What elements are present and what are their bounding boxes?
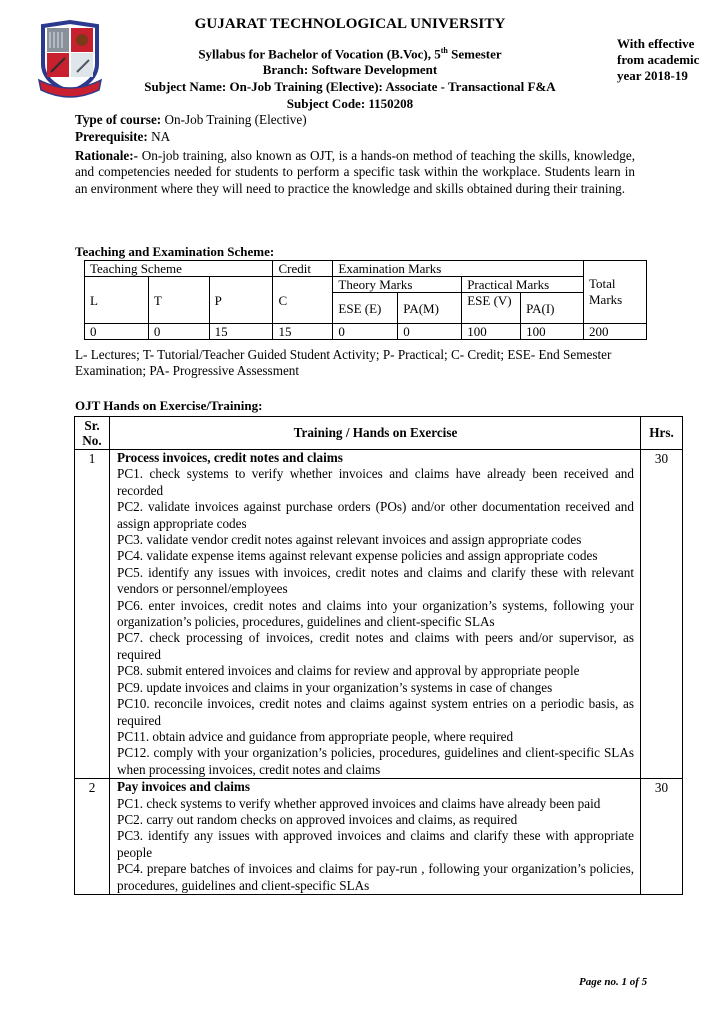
- performance-criterion: PC3. identify any issues with approved invoices and claims and clarify these with appropriate people: [117, 828, 634, 860]
- header-teaching-scheme: Teaching Scheme: [85, 261, 273, 277]
- ojt-title: OJT Hands on Exercise/Training:: [75, 398, 263, 413]
- performance-criterion: PC2. carry out random checks on approved invoices and claims, as required: [117, 811, 518, 827]
- performance-criterion: PC3. validate vendor credit notes against relevant invoices and assign appropriate codes: [117, 532, 582, 548]
- value-ese-e: 0: [333, 324, 398, 340]
- effective-note: [617, 36, 699, 84]
- header-ese-e: ESE (E): [333, 293, 398, 324]
- ojt-table: [74, 416, 683, 895]
- sr-no: 1: [75, 450, 110, 779]
- performance-criterion: PC10. reconcile invoices, credit notes and claims against system entries on a periodic basis, as required: [117, 696, 634, 728]
- header-c: C: [273, 277, 333, 324]
- header-l: L: [85, 277, 149, 324]
- performance-criterion: PC8. submit entered invoices and claims for review and approval by appropriate people: [117, 663, 580, 679]
- task-title: Process invoices, credit notes and claims: [117, 450, 343, 465]
- course-type: [75, 112, 307, 128]
- subject-name: Subject Name: On-Job Training (Elective): Associate - Transactional F&A: [144, 79, 556, 94]
- header-sr-no: Sr. No.: [75, 417, 110, 450]
- value-ese-v: 100: [462, 324, 521, 340]
- performance-criterion: PC1. check systems to verify whether approved invoices and claims have already been paid: [117, 795, 601, 811]
- value-p: 15: [209, 324, 273, 340]
- exercise-cell: [110, 779, 641, 895]
- prerequisite-value: NA: [147, 129, 171, 144]
- gtu-crest-icon: [37, 20, 103, 102]
- header-theory-marks: Theory Marks: [333, 277, 462, 293]
- effective-line: from academic: [617, 52, 700, 67]
- performance-criterion: PC11. obtain advice and guidance from appropriate people, where required: [117, 728, 514, 744]
- header-pa-i: PA(I): [521, 293, 584, 324]
- header-pa-m: PA(M): [398, 293, 462, 324]
- value-pa-m: 0: [398, 324, 462, 340]
- performance-criterion: PC4. validate expense items against relevant expense policies and assign appropriate codes: [117, 548, 598, 564]
- value-t: 0: [148, 324, 209, 340]
- header-credit: Credit: [273, 261, 333, 277]
- syllabus-title-suffix: Semester: [447, 46, 502, 62]
- header-exam-marks: Examination Marks: [333, 261, 584, 277]
- page-number: Page no. 1 of 5: [579, 976, 648, 988]
- prerequisite: [75, 129, 170, 145]
- exercise-cell: [110, 450, 641, 779]
- value-c: 15: [273, 324, 333, 340]
- header-p: P: [209, 277, 273, 324]
- hours: 30: [641, 779, 683, 895]
- university-name: GUJARAT TECHNOLOGICAL UNIVERSITY: [194, 16, 506, 32]
- rationale-text: On-job training, also known as OJT, is a hands-on method of teaching the skills, knowledge, and competencies needed for students to perform a specific task within the workplace. Students learn in an environment where they will need to practice the knowledge and skills obtained during their training.: [75, 148, 635, 196]
- performance-criterion: PC7. check processing of invoices, credit notes and claims with peers and/or supervisor, as required: [117, 630, 634, 662]
- header-total-marks: Total Marks: [584, 261, 647, 324]
- syllabus-title: [130, 42, 570, 62]
- course-type-label: Type of course:: [75, 112, 162, 127]
- course-type-value: On-Job Training (Elective): [161, 112, 307, 127]
- table-row: [75, 779, 683, 895]
- effective-line: With effective: [617, 36, 695, 51]
- performance-criterion: PC9. update invoices and claims in your organization’s systems in case of changes: [117, 679, 553, 695]
- performance-criterion: PC12. comply with your organization’s policies, procedures, guidelines and client-specific SLAs when processing invoices, credit notes and claims: [117, 745, 634, 777]
- value-total: 200: [584, 324, 647, 340]
- hours: 30: [641, 450, 683, 779]
- performance-criterion: PC5. identify any issues with invoices, credit notes and claims and clarify these with relevant vendors or personnel/employees: [117, 564, 634, 597]
- performance-criterion: PC1. check systems to verify whether invoices and claims have already been received and recorded: [117, 466, 634, 498]
- scheme-title: Teaching and Examination Scheme:: [75, 244, 275, 259]
- rationale-label: Rationale:-: [75, 148, 138, 163]
- effective-line: year 2018-19: [617, 68, 688, 83]
- university-logo: [37, 20, 103, 102]
- superscript: th: [440, 46, 448, 55]
- header-ese-v: ESE (V): [462, 293, 521, 324]
- header-t: T: [148, 277, 209, 324]
- table-row: [75, 450, 683, 779]
- sr-no: 2: [75, 779, 110, 895]
- header-exercise: Training / Hands on Exercise: [110, 417, 641, 450]
- subject-code: Subject Code: 1150208: [286, 96, 414, 111]
- header-hrs: Hrs.: [641, 417, 683, 450]
- value-l: 0: [85, 324, 149, 340]
- header-practical-marks: Practical Marks: [462, 277, 584, 293]
- task-title: Pay invoices and claims: [117, 779, 250, 795]
- performance-criterion: PC4. prepare batches of invoices and claims for pay-run , following your organization’s policies, procedures, guidelines and client-specific SLAs: [117, 861, 634, 893]
- performance-criterion: PC6. enter invoices, credit notes and claims into your organization’s systems, following your organization’s policies, procedures, guidelines and client-specific SLAs: [117, 597, 634, 630]
- value-pa-i: 100: [521, 324, 584, 340]
- prerequisite-label: Prerequisite:: [75, 129, 148, 144]
- rationale: [75, 148, 635, 197]
- teaching-scheme-table: [84, 260, 647, 340]
- syllabus-title-text: Syllabus for Bachelor of Vocation (B.Voc), 5: [198, 46, 441, 62]
- performance-criterion: PC2. validate invoices against purchase orders (POs) and/or other documentation received and assign appropriate codes: [117, 499, 634, 531]
- branch: Branch: Software Development: [262, 62, 438, 77]
- scheme-legend: L- Lectures; T- Tutorial/Teacher Guided Student Activity; P- Practical; C- Credit; ESE- End Semester Examination; PA- Progressive Assessment: [75, 347, 612, 379]
